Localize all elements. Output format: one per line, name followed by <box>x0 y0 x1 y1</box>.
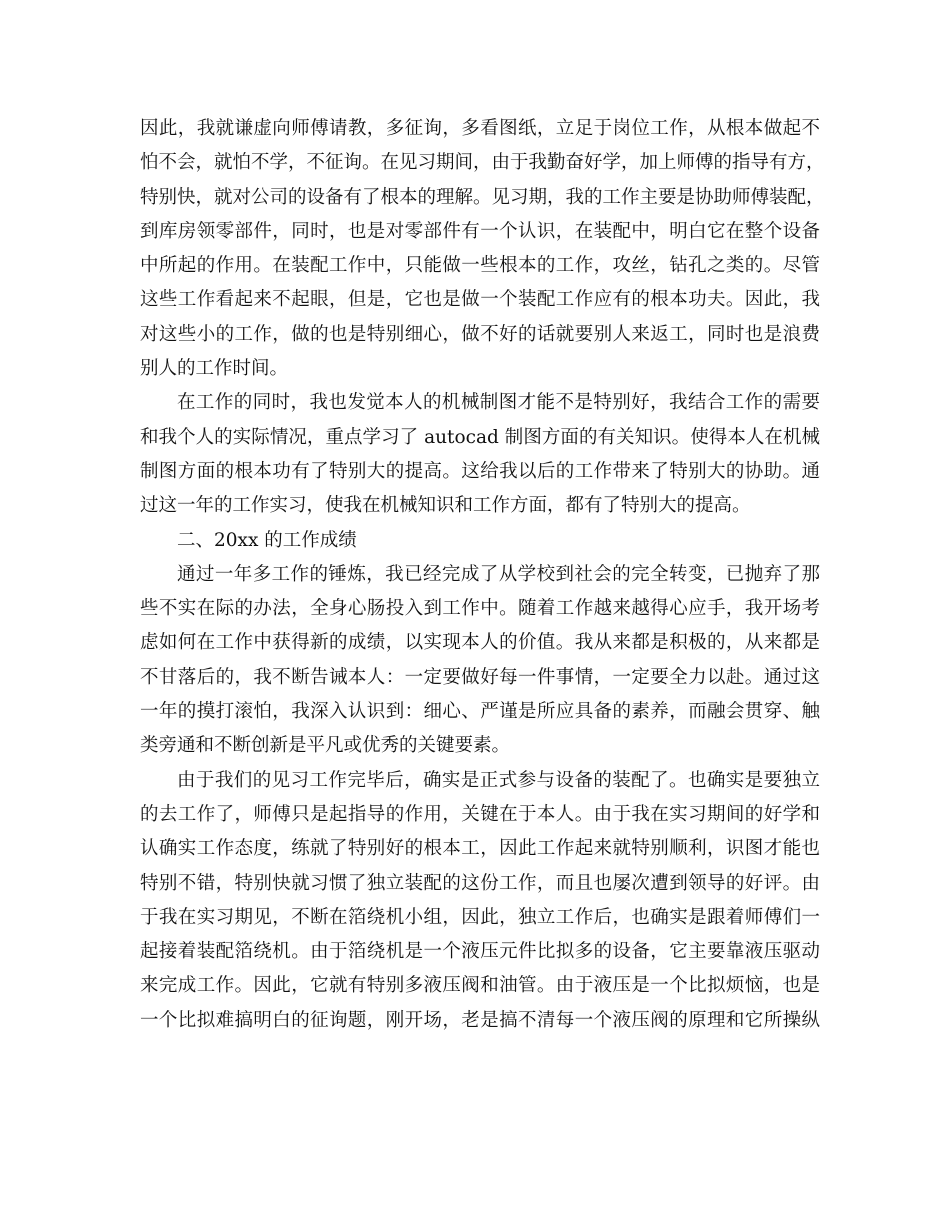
text-line: 别人的工作时间。 <box>140 358 289 380</box>
text-line: 一个比拟难搞明白的征询题，刚开场，老是搞不清每一个液压阀的原理和它所操纵 <box>140 1009 820 1031</box>
text-line: 通过一年多工作的锤炼，我已经完成了从学校到社会的完全转变，已抛弃了那 <box>177 563 820 585</box>
text-line: 这些工作看起来不起眼，但是，它也是做一个装配工作应有的根本功夫。因此，我 <box>140 289 820 311</box>
text-line: 特别快，就对公司的设备有了根本的理解。见习期，我的工作主要是协助师傅装配， <box>140 186 825 208</box>
text-line: 因此，我就谦虚向师傅请教，多征询，多看图纸，立足于岗位工作，从根本做起不 <box>140 118 820 139</box>
document-body <box>140 112 825 1038</box>
text-line: 一年的摸打滚怕，我深入认识到：细心、严谨是所应具备的素养，而融会贯穿、触 <box>140 701 820 723</box>
text-line: 过这一年的工作实习，使我在机械知识和工作方面，都有了特别大的提高。 <box>140 495 751 517</box>
text-line: 些不实在际的办法，全身心肠投入到工作中。随着工作越来越得心应手，我开场考 <box>140 598 820 620</box>
text-line: 来完成工作。因此，它就有特别多液压阀和油管。由于液压是一个比拟烦恼，也是 <box>140 975 820 997</box>
text-line: 到库房领零部件，同时，也是对零部件有一个认识，在装配中，明白它在整个设备 <box>140 220 820 242</box>
text-line: 特别不错，特别快就习惯了独立装配的这份工作，而且也屡次遭到领导的好评。由 <box>140 872 820 894</box>
text-line: 对这些小的工作，做的也是特别细心，做不好的话就要别人来返工，同时也是浪费 <box>140 323 820 345</box>
text-line: 起接着装配箔绕机。由于箔绕机是一个液压元件比拟多的设备，它主要靠液压驱动 <box>140 941 820 963</box>
text-line: 认确实工作态度，练就了特别好的根本工，因此工作起来就特别顺利，识图才能也 <box>140 838 820 860</box>
text-line: 怕不会，就怕不学，不征询。在见习期间，由于我勤奋好学，加上师傅的指导有方， <box>140 152 825 174</box>
text-line: 制图方面的根本功有了特别大的提高。这给我以后的工作带来了特别大的协助。通 <box>140 460 820 482</box>
text-line: 虑如何在工作中获得新的成绩，以实现本人的价值。我从来都是积极的，从来都是 <box>140 632 820 654</box>
text-line: 的去工作了，师傅只是起指导的作用，关键在于本人。由于我在实习期间的好学和 <box>140 803 820 825</box>
text-line: 不甘落后的，我不断告诫本人：一定要做好每一件事情，一定要全力以赴。通过这 <box>140 666 820 688</box>
text-line: 由于我们的见习工作完毕后，确实是正式参与设备的装配了。也确实是要独立 <box>177 769 820 791</box>
section-heading: 二、20xx 的工作成绩 <box>177 529 357 551</box>
text-line: 于我在实习期见，不断在箔绕机小组，因此，独立工作后，也确实是跟着师傅们一 <box>140 906 820 928</box>
text-line: 在工作的同时，我也发觉本人的机械制图才能不是特别好，我结合工作的需要 <box>177 392 820 414</box>
text-line: 和我个人的实际情况，重点学习了 autocad 制图方面的有关知识。使得本人在机械 <box>140 426 820 448</box>
text-line: 类旁通和不断创新是平凡或优秀的关键要素。 <box>140 735 511 757</box>
text-line: 中所起的作用。在装配工作中，只能做一些根本的工作，攻丝，钻孔之类的。尽管 <box>140 255 820 277</box>
